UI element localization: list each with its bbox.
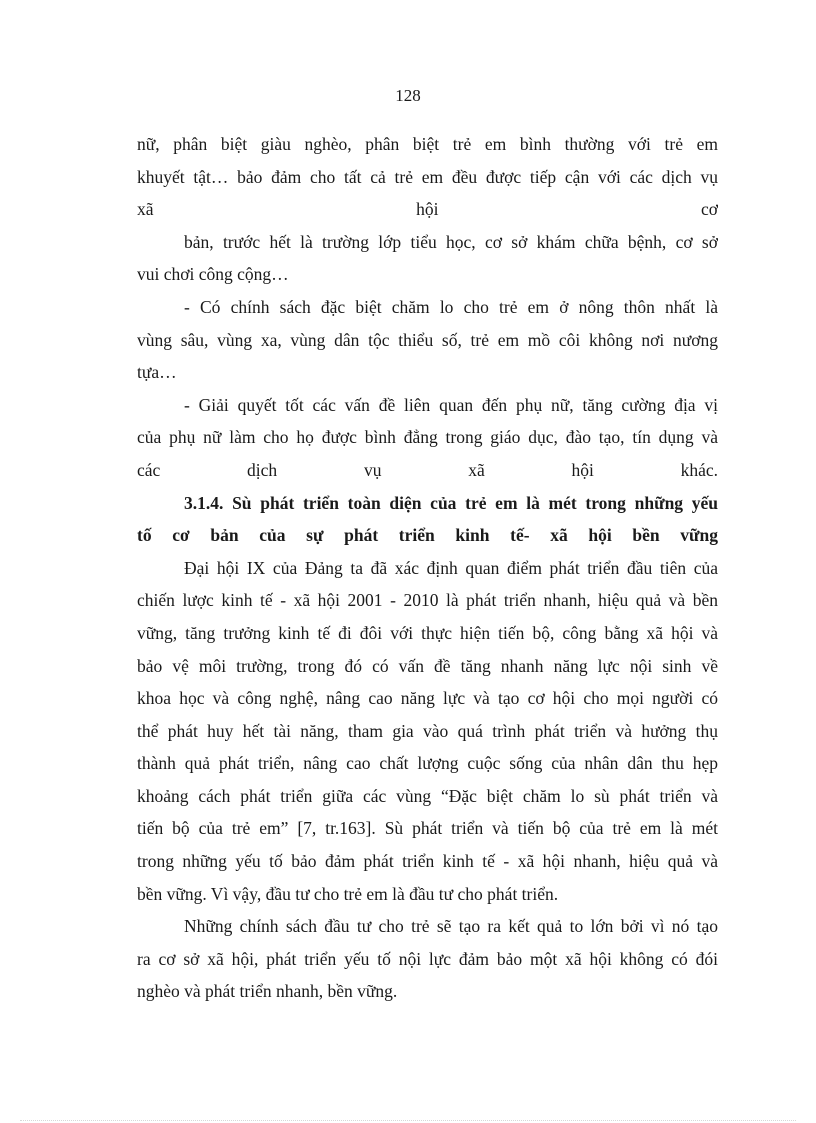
text-line: chiến lược kinh tế - xã hội 2001 - 2010 là phát triển nhanh, hiệu quả và bền — [137, 590, 718, 611]
text-line: Những chính sách đầu tư cho trẻ sẽ tạo ra kết quả to lớn bởi vì nó tạo — [184, 916, 718, 937]
text-line: tựa… — [137, 362, 177, 383]
text-line: bảo vệ môi trường, trong đó có vấn đề tăng nhanh năng lực nội sinh về — [137, 655, 718, 676]
text-line: vui chơi công cộng… — [137, 264, 289, 285]
section-heading-line: tố cơ bản của sự phát triển kinh tế- xã hội bền vững — [137, 525, 718, 546]
section-heading-line: 3.1.4. Sù phát triển toàn diện của trẻ em là mét trong những yếu — [184, 492, 718, 513]
text-line: nữ, phân biệt giàu nghèo, phân biệt trẻ em bình thường với trẻ em — [137, 134, 718, 154]
text-line: bền vững. Vì vậy, đầu tư cho trẻ em là đầu tư cho phát triển. — [137, 883, 559, 904]
text-line: các dịch vụ xã hội khác. — [137, 459, 718, 480]
text-line: xã hội cơ — [137, 199, 718, 220]
text-line: bản, trước hết là trường lớp tiểu học, cơ sở khám chữa bệnh, cơ sở — [184, 231, 718, 252]
text-line: khuyết tật… bảo đảm cho tất cả trẻ em đều được tiếp cận với các dịch vụ — [137, 166, 718, 187]
page-number: 128 — [395, 86, 421, 105]
text-line: thành quả phát triển, nâng cao chất lượng cuộc sống của nhân dân thu hẹp — [137, 753, 718, 774]
text-line: tiến bộ của trẻ em” [7, tr.163]. Sù phát triển và tiến bộ của trẻ em là mét — [137, 818, 718, 839]
text-line: trong những yếu tố bảo đảm phát triển kinh tế - xã hội nhanh, hiệu quả và — [137, 851, 718, 872]
text-line: - Giải quyết tốt các vấn đề liên quan đến phụ nữ, tăng cường địa vị — [184, 394, 718, 415]
text-line: Đại hội IX của Đảng ta đã xác định quan điểm phát triển đầu tiên của — [184, 557, 718, 578]
text-line: vùng sâu, vùng xa, vùng dân tộc thiểu số, trẻ em mồ côi không nơi nương — [137, 329, 718, 350]
text-line: vững, tăng trưởng kinh tế đi đôi với thực hiện tiến bộ, công bằng xã hội và — [137, 622, 718, 643]
text-line: thể phát huy hết tài năng, tham gia vào quá trình phát triển và hưởng thụ — [137, 720, 718, 741]
text-line: của phụ nữ làm cho họ được bình đẳng trong giáo dục, đào tạo, tín dụng và — [137, 427, 718, 448]
text-line: khoa học và công nghệ, nâng cao năng lực và tạo cơ hội cho mọi người có — [137, 688, 718, 709]
text-line: - Có chính sách đặc biệt chăm lo cho trẻ em ở nông thôn nhất là — [184, 296, 718, 317]
text-line: nghèo và phát triển nhanh, bền vững. — [137, 981, 398, 1002]
document-body — [137, 128, 718, 1008]
text-line: khoảng cách phát triển giữa các vùng “Đặc biệt chăm lo sù phát triển và — [137, 785, 718, 806]
text-line: ra cơ sở xã hội, phát triển yếu tố nội lực đảm bảo một xã hội không có đói — [137, 948, 718, 969]
footer-divider — [20, 1120, 796, 1121]
